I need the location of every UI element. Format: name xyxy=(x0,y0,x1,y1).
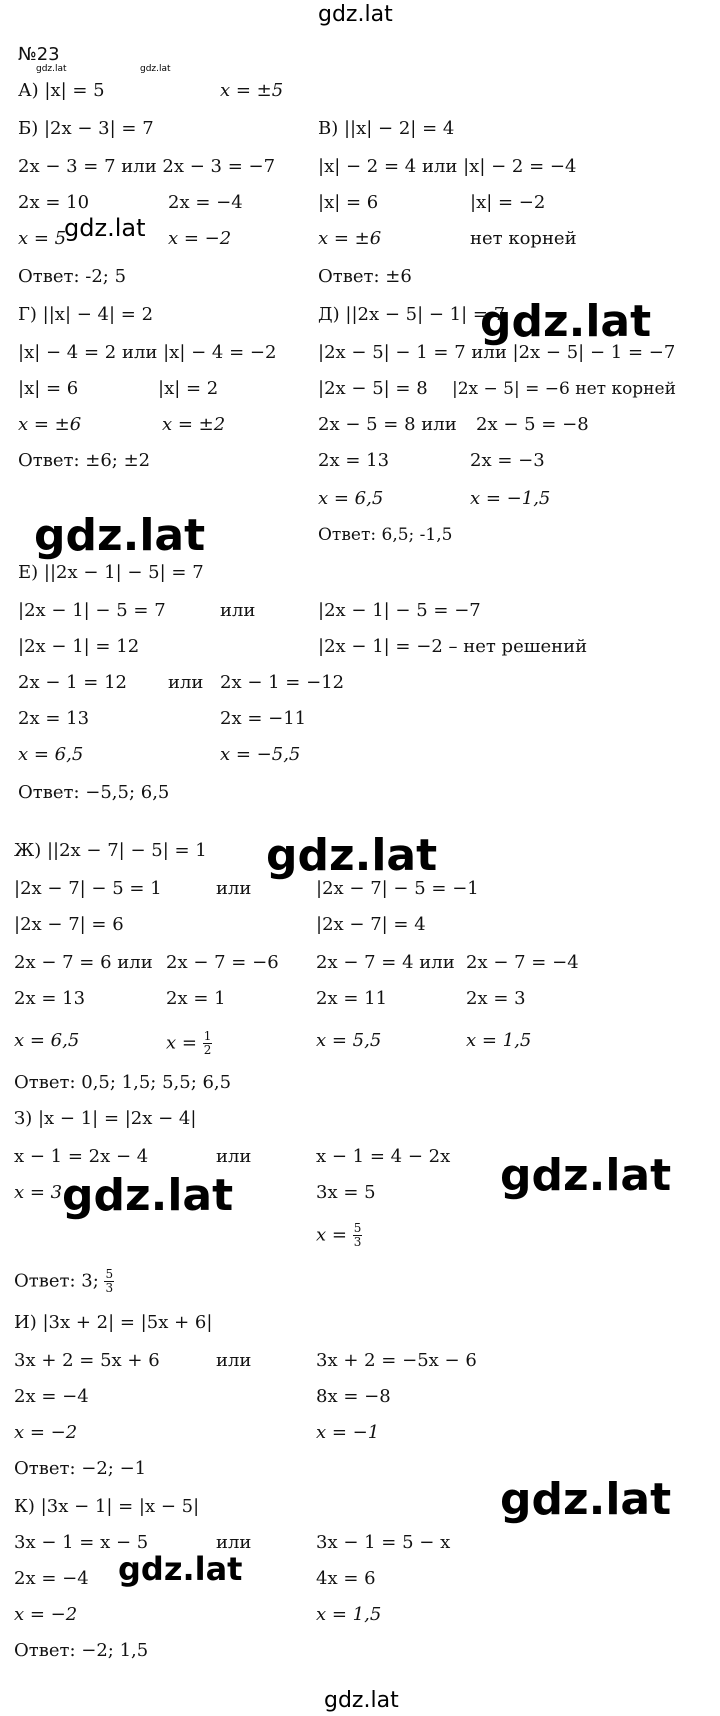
task-e-step: |2x − 1| = −2 – нет решений xyxy=(318,636,588,657)
task-z-equation: З) |x − 1| = |2x − 4| xyxy=(14,1108,197,1129)
task-d-result: Ответ: 6,5; -1,5 xyxy=(318,525,453,545)
task-d-equation: Д) ||2x − 5| − 1| = 7 xyxy=(318,304,506,325)
task-zh-step: |2x − 7| − 5 = −1 xyxy=(316,878,479,899)
task-e-equation: Е) ||2x − 1| − 5| = 7 xyxy=(18,562,204,583)
task-i-step: 3x + 2 = −5x − 6 xyxy=(316,1350,477,1371)
task-i-step: 3x + 2 = 5x + 6 xyxy=(14,1350,160,1371)
task-g-result: Ответ: ±6; ±2 xyxy=(18,450,151,471)
watermark-overlay: gdz.lat xyxy=(500,1150,672,1201)
task-d-step: 2x = 13 xyxy=(318,450,390,471)
task-k-step: 3x − 1 = 5 − x xyxy=(316,1532,451,1553)
task-k-step: x = 1,5 xyxy=(316,1604,382,1625)
task-e-step: |2x − 1| = 12 xyxy=(18,636,140,657)
watermark-small: gdz.lat xyxy=(36,64,67,74)
task-g-step: |x| − 4 = 2 или |x| − 4 = −2 xyxy=(18,342,277,363)
task-e-step: 2x = −11 xyxy=(220,708,307,729)
task-e-step: 2x − 1 = −12 xyxy=(220,672,345,693)
task-k-result: Ответ: −2; 1,5 xyxy=(14,1640,149,1661)
task-a-equation: А) |x| = 5 xyxy=(18,80,105,101)
task-d-step: 2x − 5 = 8 или xyxy=(318,414,457,435)
watermark-overlay: gdz.lat xyxy=(480,296,652,347)
task-v-step: |x| = 6 xyxy=(318,192,379,213)
task-b-step: 2x = −4 xyxy=(168,192,243,213)
task-zh-step: 2x = 3 xyxy=(466,988,526,1009)
task-zh-step: x = 6,5 xyxy=(14,1030,80,1051)
task-v-equation: В) ||x| − 2| = 4 xyxy=(318,118,455,139)
watermark-overlay: gdz.lat xyxy=(500,1474,672,1525)
task-k-step: x = −2 xyxy=(14,1604,78,1625)
task-k-step: или xyxy=(216,1532,252,1553)
task-zh-step: 2x − 7 = 4 или xyxy=(316,952,455,973)
task-b-step: x = 5 xyxy=(18,228,67,249)
task-e-result: Ответ: −5,5; 6,5 xyxy=(18,782,170,803)
task-e-step: 2x = 13 xyxy=(18,708,90,729)
task-e-step: x = −5,5 xyxy=(220,744,301,765)
task-z-fraction-root: x = $\frac{5}{3}$ xyxy=(316,1221,362,1249)
task-a-answer: x = ±5 xyxy=(220,80,284,101)
watermark-overlay: gdz.lat xyxy=(266,830,438,881)
task-e-step: или xyxy=(168,672,204,693)
task-e-step: 2x − 1 = 12 xyxy=(18,672,128,693)
watermark-overlay: gdz.lat xyxy=(64,214,146,242)
page-title: №23 xyxy=(18,44,60,65)
task-d-step: |2x − 5| = −6 нет корней xyxy=(452,379,676,399)
task-b-equation: Б) |2x − 3| = 7 xyxy=(18,118,154,139)
task-z-step: или xyxy=(216,1146,252,1167)
task-zh-step: или xyxy=(216,878,252,899)
task-zh-step: 2x = 11 xyxy=(316,988,388,1009)
task-v-step: |x| = −2 xyxy=(470,192,546,213)
task-zh-step: |2x − 7| − 5 = 1 xyxy=(14,878,162,899)
task-zh-step: x = 5,5 xyxy=(316,1030,382,1051)
task-i-step: x = −2 xyxy=(14,1422,78,1443)
task-i-step: 8x = −8 xyxy=(316,1386,391,1407)
task-b-step: 2x = 10 xyxy=(18,192,90,213)
task-i-step: или xyxy=(216,1350,252,1371)
task-i-equation: И) |3x + 2| = |5x + 6| xyxy=(14,1312,213,1333)
task-z-step: x − 1 = 2x − 4 xyxy=(14,1146,149,1167)
task-g-step: x = ±2 xyxy=(162,414,226,435)
task-k-step: 2x = −4 xyxy=(14,1568,89,1589)
task-d-step: x = −1,5 xyxy=(470,488,551,509)
task-e-step: |2x − 1| − 5 = −7 xyxy=(318,600,481,621)
task-k-step: 3x − 1 = x − 5 xyxy=(14,1532,149,1553)
task-zh-step: |2x − 7| = 4 xyxy=(316,914,426,935)
task-k-step: 4x = 6 xyxy=(316,1568,376,1589)
task-zh-step: 2x = 13 xyxy=(14,988,86,1009)
task-e-step: |2x − 1| − 5 = 7 xyxy=(18,600,166,621)
task-e-step: x = 6,5 xyxy=(18,744,84,765)
task-g-step: |x| = 2 xyxy=(158,378,219,399)
task-v-step: x = ±6 xyxy=(318,228,382,249)
task-zh-equation: Ж) ||2x − 7| − 5| = 1 xyxy=(14,840,207,861)
task-z-step: 3x = 5 xyxy=(316,1182,376,1203)
task-d-step: |2x − 5| = 8 xyxy=(318,378,428,399)
task-b-step: 2x − 3 = 7 или 2x − 3 = −7 xyxy=(18,156,276,177)
watermark-overlay: gdz.lat xyxy=(62,1170,234,1221)
task-v-step: нет корней xyxy=(470,228,577,249)
task-d-step: 2x = −3 xyxy=(470,450,545,471)
task-zh-result: Ответ: 0,5; 1,5; 5,5; 6,5 xyxy=(14,1072,232,1093)
task-d-step: |2x − 5| − 1 = 7 или |2x − 5| − 1 = −7 xyxy=(318,342,676,363)
task-zh-fraction-root: x = $\frac{1}{2}$ xyxy=(166,1029,212,1057)
task-d-step: x = 6,5 xyxy=(318,488,384,509)
task-i-result: Ответ: −2; −1 xyxy=(14,1458,147,1479)
task-g-equation: Г) ||x| − 4| = 2 xyxy=(18,304,154,325)
task-zh-step: 2x − 7 = −6 xyxy=(166,952,279,973)
task-d-step: 2x − 5 = −8 xyxy=(476,414,589,435)
watermark-overlay: gdz.lat xyxy=(34,510,206,561)
watermark-small: gdz.lat xyxy=(140,64,171,74)
task-z-result: Ответ: 3; $\frac{5}{3}$ xyxy=(14,1267,114,1295)
watermark-header: gdz.lat xyxy=(318,2,393,27)
task-zh-step: 2x = 1 xyxy=(166,988,226,1009)
task-g-step: x = ±6 xyxy=(18,414,82,435)
task-g-step: |x| = 6 xyxy=(18,378,79,399)
task-b-result: Ответ: -2; 5 xyxy=(18,266,127,287)
watermark-footer: gdz.lat xyxy=(324,1688,399,1713)
task-e-step: или xyxy=(220,600,256,621)
task-i-step: x = −1 xyxy=(316,1422,380,1443)
watermark-overlay: gdz.lat xyxy=(118,1550,243,1588)
task-zh-step: 2x − 7 = 6 или xyxy=(14,952,153,973)
task-zh-step: 2x − 7 = −4 xyxy=(466,952,579,973)
task-zh-step: x = 1,5 xyxy=(466,1030,532,1051)
task-v-step: |x| − 2 = 4 или |x| − 2 = −4 xyxy=(318,156,577,177)
task-v-result: Ответ: ±6 xyxy=(318,266,412,287)
task-k-equation: К) |3x − 1| = |x − 5| xyxy=(14,1496,200,1517)
task-z-step: x − 1 = 4 − 2x xyxy=(316,1146,451,1167)
task-zh-step: |2x − 7| = 6 xyxy=(14,914,124,935)
task-i-step: 2x = −4 xyxy=(14,1386,89,1407)
task-b-step: x = −2 xyxy=(168,228,232,249)
task-z-step: x = 3 xyxy=(14,1182,63,1203)
